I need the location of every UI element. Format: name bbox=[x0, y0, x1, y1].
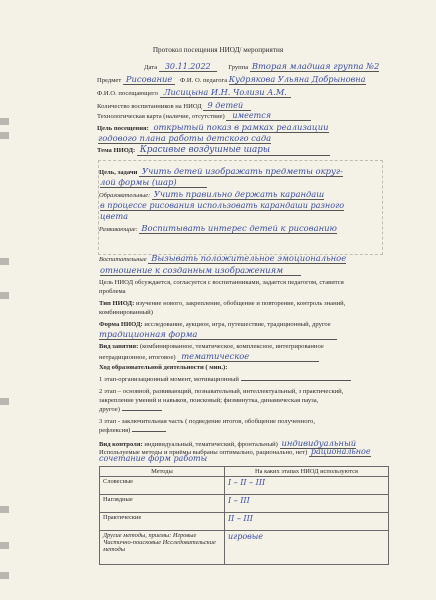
stage3: 3 этап - заключительная часть ( подведение итогов, обобщение полученного, bbox=[99, 418, 315, 425]
binder-hole bbox=[0, 132, 9, 139]
methods-value-2: сочетание форм работы bbox=[99, 454, 208, 463]
control-text: индивидуальный, тематический, фронтальный) bbox=[144, 441, 278, 448]
group-value: Вторая младшая группа №2 bbox=[251, 61, 380, 71]
methods-value: рациональное bbox=[310, 447, 371, 456]
course-label: Ход образовательной деятельности ( мин.): bbox=[99, 364, 228, 371]
educational-value-3: цвета bbox=[100, 211, 128, 221]
type-text: изучение нового, закрепление, обобщение и повторение, контроль знаний, bbox=[135, 300, 346, 307]
subject-label: Предмет bbox=[97, 77, 122, 84]
table-row bbox=[100, 477, 389, 495]
upbringing-label: Воспитательные bbox=[99, 256, 147, 263]
binder-hole bbox=[0, 258, 9, 265]
table-row bbox=[100, 531, 389, 565]
subject-value: Рисование bbox=[123, 74, 176, 85]
stages-cell: I – II – III bbox=[228, 478, 266, 487]
table-row bbox=[100, 513, 389, 531]
count-value: 9 детей bbox=[203, 100, 251, 111]
table-row bbox=[100, 495, 389, 513]
table-header: Методы bbox=[100, 467, 225, 477]
purpose-label: Цель посещения: bbox=[97, 125, 149, 132]
goal-value-1: Учить детей изображать предметы округ- bbox=[139, 166, 343, 177]
stage2-3: другое) bbox=[99, 406, 120, 413]
form-text: исследование, аукцион, игра, путешествие, традиционный, другое bbox=[144, 321, 331, 328]
method-cell: Наглядные bbox=[100, 495, 225, 513]
date-label: Дата bbox=[144, 64, 158, 71]
kind-text: (комбинированное, тематическое, комплексное, интегрированное bbox=[139, 343, 324, 350]
purpose-value-1: открытый показ в рамках реализации bbox=[150, 122, 328, 133]
method-cell: Практические bbox=[100, 513, 225, 531]
binder-hole bbox=[0, 572, 9, 579]
kind-value: тематическое bbox=[177, 351, 319, 362]
table-header-row bbox=[100, 467, 389, 477]
method-cell: Словесные bbox=[100, 477, 225, 495]
stage1: 1 этап-организационный момент, мотивационный bbox=[99, 376, 239, 383]
techcard-label: Технологическая карта (наличие, отсутствие) bbox=[97, 113, 225, 120]
kind-text-2: нетрадиционное, итоговое) bbox=[99, 354, 176, 361]
binder-hole bbox=[0, 118, 9, 125]
control-value: индивидуальный bbox=[281, 438, 357, 448]
visitor-value: Лисицына И.Н. Чолизи А.М. bbox=[160, 87, 291, 98]
method-cell: Другие методы, приемы: Игровые Частично-поисковые Исследовательские методы bbox=[100, 531, 225, 565]
topic-label: Тема НИОД: bbox=[97, 147, 136, 154]
form-label: Форма НИОД: bbox=[99, 321, 143, 328]
educational-value-1: Учить правильно держать карандаш bbox=[153, 189, 325, 199]
stages-cell: I – III bbox=[228, 496, 250, 505]
purpose-discuss-2: проблема bbox=[99, 288, 126, 295]
form-title: Протокол посещения НИОД/ мероприятия bbox=[152, 46, 284, 54]
table-header: На каких этапах НИОД используются bbox=[225, 467, 389, 477]
stage3-blank bbox=[132, 431, 166, 432]
kind-label: Вид занятия: bbox=[99, 343, 139, 350]
group-label: Группа bbox=[228, 64, 249, 71]
goal-value-2: лой формы (шар) bbox=[100, 177, 207, 188]
techcard-value: имеется bbox=[226, 111, 311, 121]
methods-text: Используемые методы и приёмы выбраны оптимально, рационально, нет) bbox=[99, 449, 308, 456]
stages-cell: II – III bbox=[228, 514, 253, 523]
binder-hole bbox=[0, 292, 9, 299]
stage2-2: закрепление умений и навыков, поисковый; физминутка, динамическая пауза, bbox=[99, 397, 319, 404]
purpose-value-2: годового плана работы детского сада bbox=[98, 133, 272, 143]
educational-value-2: в процессе рисования использовать карандаши разного bbox=[100, 200, 345, 210]
binder-hole bbox=[0, 398, 9, 405]
stage2: 2 этап – основной, развивающий, познавательный, интеллектуальный, з практический, bbox=[99, 388, 344, 395]
upbringing-value-1: Вызывать положительное эмоциональное bbox=[148, 253, 346, 264]
methods-table bbox=[99, 466, 389, 565]
educational-label: Образовательные: bbox=[99, 192, 151, 199]
goals-label: Цель, задачи bbox=[99, 169, 138, 176]
count-label: Количество воспитанников на НИОД bbox=[97, 103, 202, 110]
upbringing-value-2: отношение к созданным изображениям bbox=[100, 265, 301, 276]
teacher-label: Ф.И. О. педагога bbox=[180, 77, 228, 84]
control-label: Вид контроля: bbox=[99, 441, 143, 448]
type-label: Тип НИОД: bbox=[99, 300, 135, 307]
date-value: 30.11.2022 bbox=[159, 62, 217, 72]
stage2-blank bbox=[122, 410, 162, 411]
stages-cell: игровые bbox=[228, 532, 264, 541]
binder-hole bbox=[0, 542, 9, 549]
visitor-label: Ф.И.О. посещающего bbox=[97, 90, 159, 97]
binder-hole bbox=[0, 506, 9, 513]
stage1-blank bbox=[241, 380, 351, 381]
developmental-label: Развивающие: bbox=[99, 226, 138, 233]
developmental-value: Воспитывать интерес детей к рисованию bbox=[141, 223, 337, 233]
topic-value: Красивые воздушные шары bbox=[137, 145, 330, 156]
form-value: традиционная форма bbox=[99, 329, 337, 340]
type-text-2: комбинированный) bbox=[99, 309, 153, 316]
purpose-discuss: Цель НИОД обсуждается, согласуется с воспитанниками, задается педагогом, ставится bbox=[99, 279, 344, 286]
teacher-value: Кудрякова Ульяна Добрыновна bbox=[228, 74, 366, 84]
stage3-2: рефлексия) bbox=[99, 427, 131, 434]
